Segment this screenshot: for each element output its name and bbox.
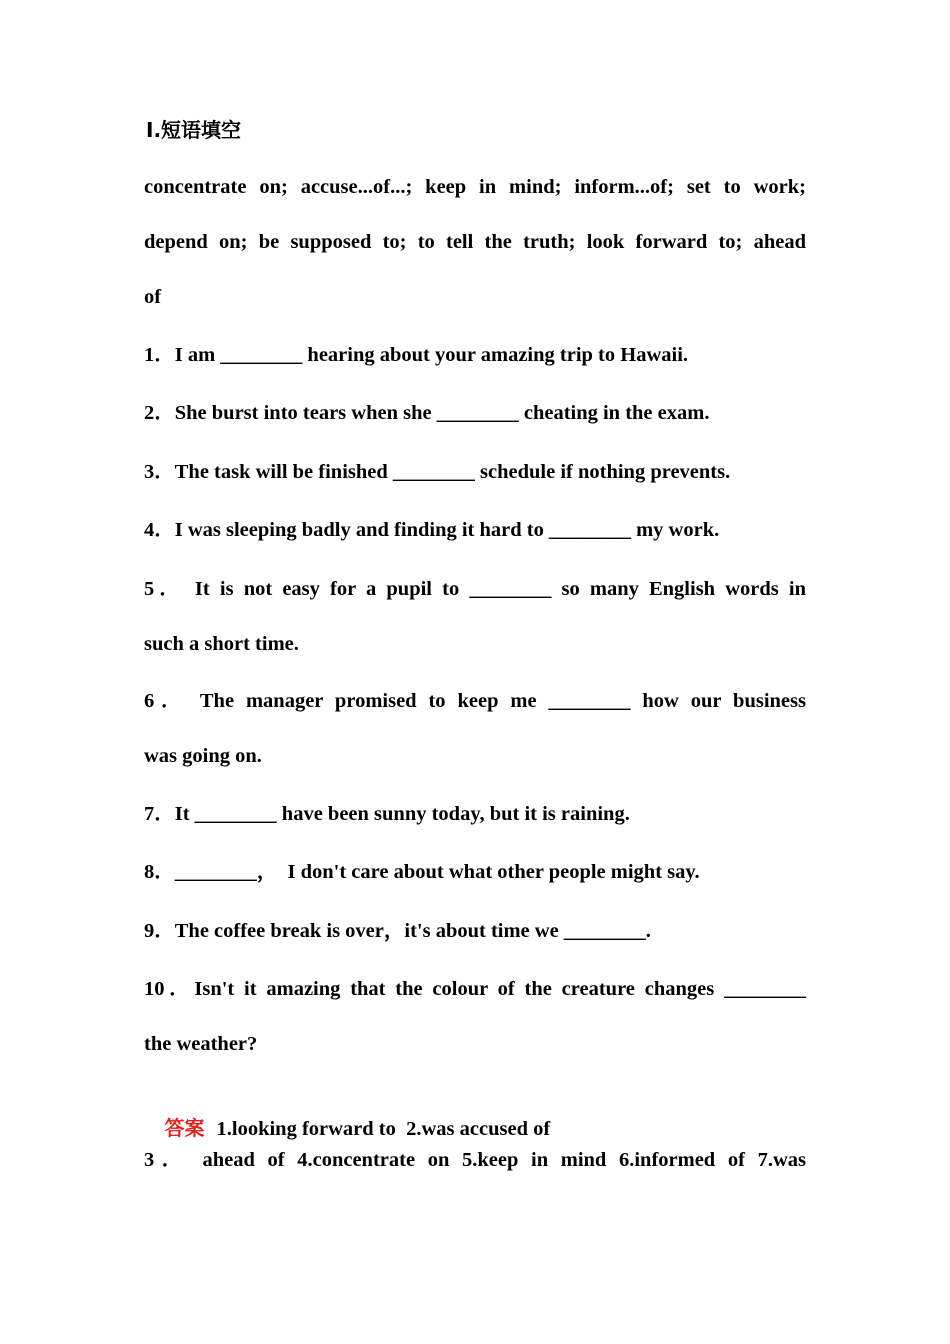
- question-7: 7．It ________ have been sunny today, but it is raining.: [144, 803, 630, 825]
- phrase-bank-line-3: of: [144, 286, 162, 308]
- phrase-bank-line-1: concentrate on; accuse...of...; keep in mind; inform...of; set to work;: [144, 176, 806, 198]
- section-title: Ⅰ.短语填空: [146, 118, 242, 142]
- answer-line-2: 3． ahead of 4.concentrate on 5.keep in mind 6.informed of 7.was: [144, 1149, 806, 1171]
- question-8: 8．________， I don't care about what other people might say.: [144, 861, 700, 883]
- question-1: 1．I am ________ hearing about your amazing trip to Hawaii.: [144, 344, 689, 366]
- question-2: 2．She burst into tears when she ________ cheating in the exam.: [144, 402, 710, 424]
- question-5-line-2: such a short time.: [144, 633, 299, 655]
- question-5-line-1: 5． It is not easy for a pupil to ________ so many English words in: [144, 578, 806, 600]
- question-4: 4．I was sleeping badly and finding it hard to ________ my work.: [144, 519, 720, 541]
- question-6-line-2: was going on.: [144, 745, 262, 767]
- question-6-line-1: 6． The manager promised to keep me ________ how our business: [144, 690, 806, 712]
- answer-label: 答案: [164, 1116, 205, 1140]
- question-3: 3．The task will be finished ________ schedule if nothing prevents.: [144, 461, 731, 483]
- question-9: 9．The coffee break is over，it's about time we ________.: [144, 920, 651, 942]
- question-10-line-2: the weather?: [144, 1033, 258, 1055]
- phrase-bank-line-2: depend on; be supposed to; to tell the truth; look forward to; ahead: [144, 231, 806, 253]
- question-10-line-1: 10．Isn't it amazing that the colour of the creature changes ________: [144, 978, 806, 1000]
- answer-text-1: 1.looking forward to 2.was accused of: [216, 1118, 551, 1140]
